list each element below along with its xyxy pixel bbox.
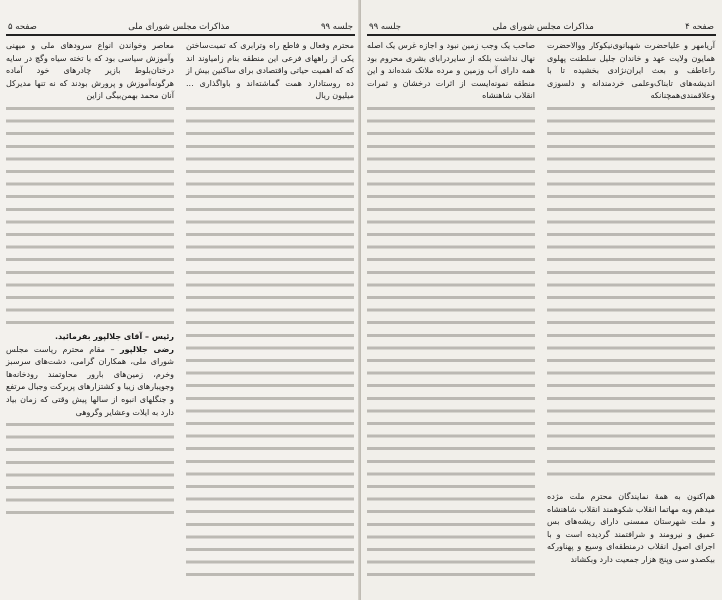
session-number: جلسه ۹۹ — [369, 22, 402, 32]
paragraph: معاصر وخواندن انواع سرودهای ملی و میهنی وآموزش سیاسی بود که با تخته سیاه وگچ در سایه درختان‌بلوط بازیر چادرهای خود آماده هرگونه‌آموزش و پرورش بودند که نه تنها مدیرکل آنان محمد بهمن‌بیگی ازاین — [6, 41, 174, 101]
right-page — [361, 0, 722, 600]
text-column — [367, 40, 535, 583]
closing-paragraph: هم‌اکنون به همهٔ نمایندگان محترم ملت مژده میدهم وبه مهاتما انقلاب شکوهمند انقلاب شاهنشاه و ملت شهرستان ممسنی دارای ریشه‌های بس عمیق و نیرومند و شرافتمند گردیده است و با اجرای اصول انقلاب درمنطقه‌ای وسیع و پهناورکه بیکصدو سی وپنج هزار جمعیت دارد وبکشاند — [547, 491, 715, 564]
running-header — [8, 20, 353, 34]
text-column — [6, 40, 174, 519]
illegible-text-lines — [367, 103, 535, 583]
paragraph: صاحب یک وجب زمین نبود و اجازه غرس یک اصله نهال نداشت بلکه از سایردرابای بشری محروم بود همه دارای آب وزمین و مرده ملانک شده‌اند و این منطقه نمونه‌ایست از اثرات درخشان و ثمرات انقلاب شاهنشاه — [367, 41, 535, 101]
header-rule — [6, 34, 355, 36]
header-rule — [367, 34, 716, 36]
speaker-line: رئیس – آقای جلالپور بفرمائید. — [55, 331, 174, 341]
header-title: مذاکرات مجلس شورای ملی — [128, 22, 230, 32]
illegible-text-lines — [547, 103, 715, 483]
running-header — [369, 20, 714, 34]
paragraph: محترم وفعال و فاطع راه وترابری که تمیت‌ساختن یکی از راههای فرعی این منطقه بنام زامیاوند اند که که اهمیت حیاتی واقتصادی برای ساکنین بیش از ده روستادارد همت گماشته‌اند و باواگذاری ... میلیون ریال — [185, 41, 354, 101]
paragraph: آریامهر و علیاحضرت شهبانوی‌نیکوکار ووالاحضرت همایون ولایت عهد و خاندان جلیل سلطنت پهلوی راعاطف و بعث ایران‌نژادی بخشیده تا با اندیشه‌های تابناک‌وعلمی خردمندانه و دلسوزی وعلاقمندی‌همچنانکه — [547, 41, 715, 101]
text-column — [186, 40, 354, 583]
header-title: مذاکرات مجلس شورای ملی — [492, 22, 594, 32]
page-number: صفحه ۵ — [8, 22, 37, 32]
speech-paragraph — [6, 344, 174, 420]
page-number: صفحه ۴ — [685, 22, 714, 32]
illegible-text-lines — [6, 419, 174, 519]
illegible-text-lines — [6, 103, 174, 331]
session-number: جلسه ۹۹ — [320, 22, 353, 32]
illegible-text-lines — [186, 103, 354, 583]
speech-text: – مقام محترم ریاست مجلس شورای ملی، همکاران گرامی، دشت‌های سرسبز وخرم، زمین‌های بارور محاوتمند رودخانه‌ها وجویبارهای زیبا و کشتزارهای پربرکت وجبال مرتفع و جنگلهای انبوه از سالها پیش وقتی که زمان بیاد دارد به ایلات وعشایر وگروهی — [6, 344, 174, 417]
speaker-name: رضی جلالپور — [120, 344, 174, 354]
text-column — [547, 40, 715, 567]
